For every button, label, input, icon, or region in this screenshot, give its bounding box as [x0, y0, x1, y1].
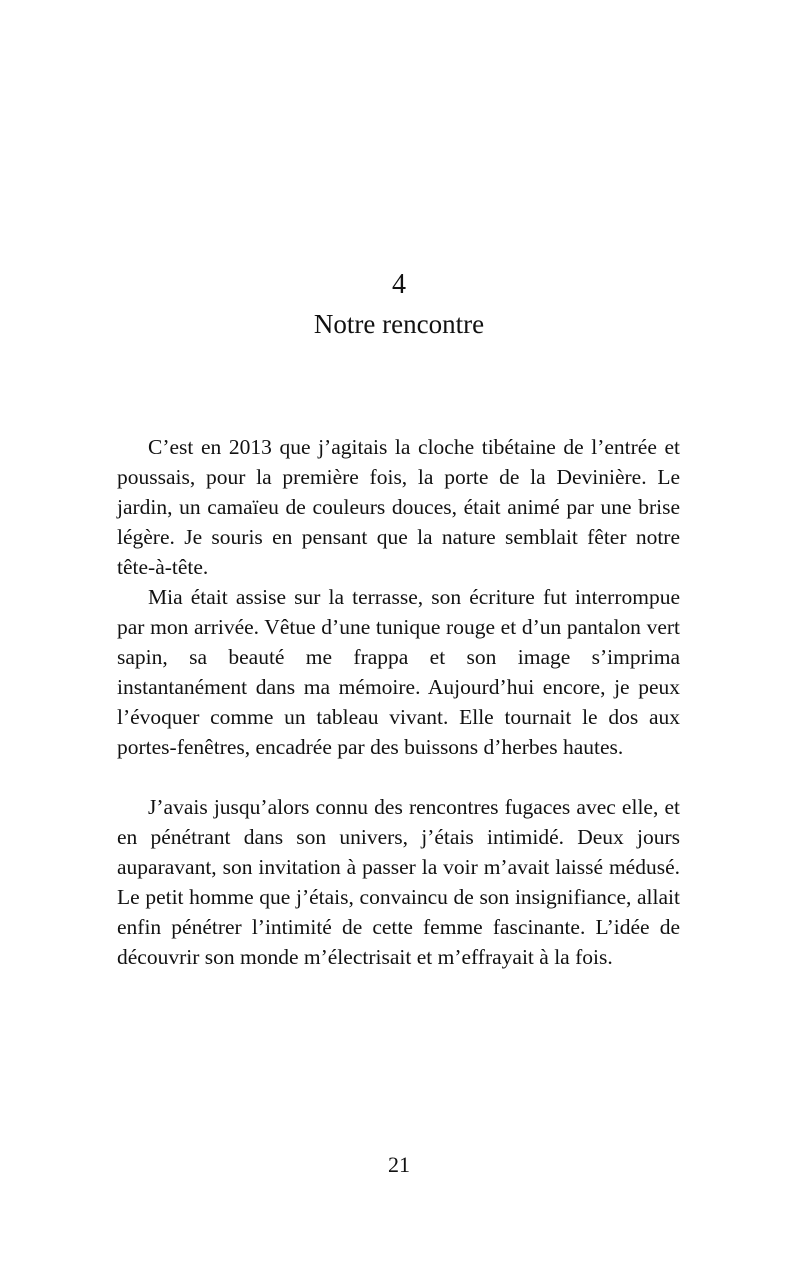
chapter-number: 4 — [392, 269, 406, 300]
chapter-body — [117, 432, 680, 972]
paragraph-1: C’est en 2013 que j’agitais la cloche tibétaine de l’entrée et poussais, pour la première fois, la porte de la Devinière. Le jardin, un camaïeu de couleurs douces, était animé par une brise légère. Je souris en pensant que la nature semblait fêter notre tête-à-tête. — [117, 435, 680, 579]
page-number: 21 — [388, 1152, 410, 1177]
chapter-title: Notre rencontre — [313, 309, 485, 339]
paragraph-3: J’avais jusqu’alors connu des rencontres fugaces avec elle, et en pénétrant dans son univers, j’étais intimidé. Deux jours auparavant, son invitation à passer la voir m’avait laissé médusé. Le petit homme que j’étais, convaincu de son insignifiance, allait enfin pénétrer l’intimité de cette femme fascinante. L’idée de découvrir son monde m’électrisait et m’effrayait à la fois. — [117, 795, 680, 969]
paragraph-2: Mia était assise sur la terrasse, son écriture fut interrompue par mon arrivée. Vêtue d’une tunique rouge et d’un pantalon vert sapin, sa beauté me frappa et son image s’imprima instantanément dans ma mémoire. Aujourd’hui encore, je peux l’évoquer comme un tableau vivant. Elle tournait le dos aux portes-fenêtres, encadrée par des buissons d’herbes hautes. — [117, 585, 680, 759]
